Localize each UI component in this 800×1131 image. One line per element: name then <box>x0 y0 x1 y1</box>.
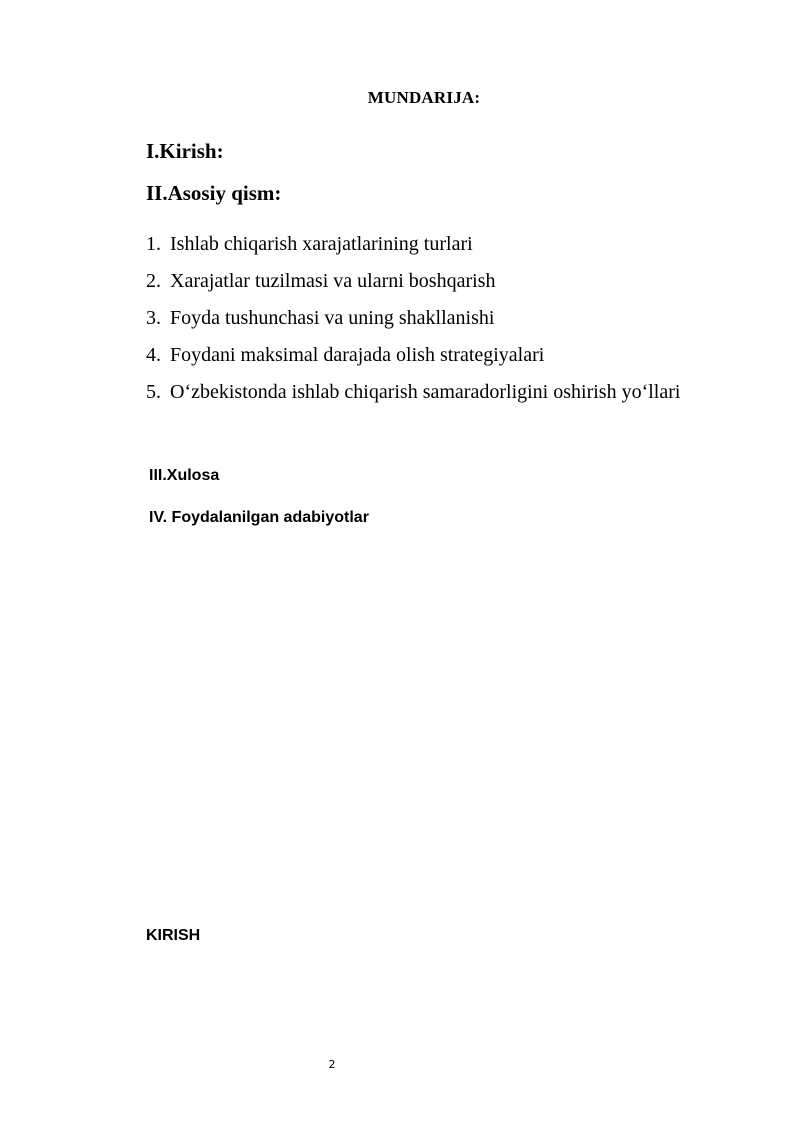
toc-item-number: 3. <box>146 307 161 329</box>
toc-item-text: Foydani maksimal darajada olish strategiyalari <box>170 344 545 366</box>
section-heading-references: IV. Foydalanilgan adabiyotlar <box>149 509 369 526</box>
toc-item-text: Xarajatlar tuzilmasi va ularni boshqarish <box>170 270 496 292</box>
next-section-title: KIRISH <box>146 927 201 944</box>
page-number: 2 <box>328 1058 336 1071</box>
toc-list <box>146 226 703 411</box>
section-heading-intro: I.Kirish: <box>146 139 224 163</box>
toc-title: MUNDARIJA: <box>367 88 481 107</box>
toc-item-number: 5. <box>146 381 161 403</box>
toc-item-2 <box>146 263 703 300</box>
toc-item-text: Ishlab chiqarish xarajatlarining turlari <box>170 233 473 255</box>
toc-item-number: 2. <box>146 270 161 292</box>
toc-item-number: 4. <box>146 344 161 366</box>
toc-item-1 <box>146 226 703 263</box>
section-heading-main: II.Asosiy qism: <box>146 181 282 205</box>
toc-item-3 <box>146 300 703 337</box>
toc-item-number: 1. <box>146 233 161 255</box>
section-heading-conclusion: III.Xulosa <box>149 467 220 484</box>
toc-item-5 <box>146 374 703 411</box>
toc-item-4 <box>146 337 703 374</box>
toc-item-text: Foyda tushunchasi va uning shakllanishi <box>170 307 495 329</box>
toc-item-text: O‘zbekistonda ishlab chiqarish samaradorligini oshirish yo‘llari <box>170 381 681 403</box>
